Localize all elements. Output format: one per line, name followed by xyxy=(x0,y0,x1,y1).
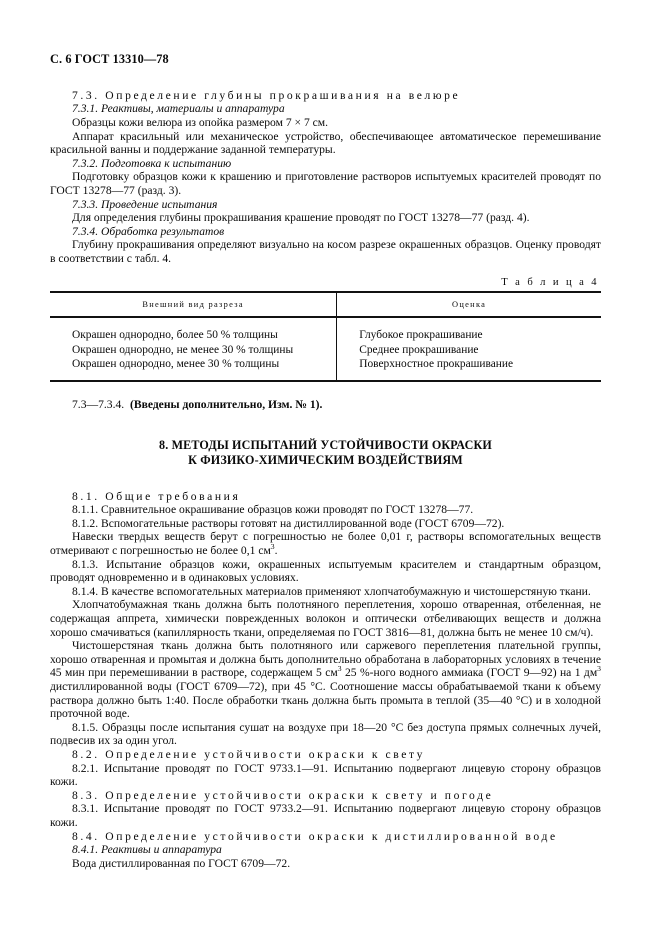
clause-7-3-3-heading xyxy=(50,198,601,212)
table-row xyxy=(50,317,601,381)
clause-8-3-heading-text: 8.3. Определение устойчивости окраски к свету и погоде xyxy=(72,788,494,802)
clause-7-3-1-heading-text: 7.3.1. Реактивы, материалы и аппаратура xyxy=(72,102,285,116)
superscript-cubic-dm-wool: 3 xyxy=(597,664,601,674)
table-4-appearance-1: Окрашен однородно, более 50 % толщины xyxy=(72,329,278,342)
clause-8-4-1-heading-text: 8.4.1. Реактивы и аппаратура xyxy=(72,843,222,857)
paragraph-8-4-1: Вода дистиллированная по ГОСТ 6709—72. xyxy=(72,856,291,870)
table-4-header-rating: Оценка xyxy=(337,292,601,317)
clause-8-3-heading xyxy=(50,789,601,803)
table-4-appearance-3: Окрашен однородно, менее 30 % толщины xyxy=(72,357,280,370)
clause-7-3-1-heading xyxy=(50,102,601,116)
clause-8-4-1-heading xyxy=(50,843,601,857)
section-8-title-line-1: 8. МЕТОДЫ ИСПЫТАНИЙ УСТОЙЧИВОСТИ ОКРАСКИ xyxy=(159,437,492,452)
table-4-header-appearance: Внешний вид разреза xyxy=(50,292,337,317)
paragraph-wool-part-2: 25 %-ного водного аммиака (ГОСТ 9—92) на 1 дм xyxy=(341,666,598,680)
table-header-row xyxy=(50,292,601,317)
table-4-body xyxy=(50,317,601,381)
clause-8-1-heading-text: 8.1. Общие требования xyxy=(72,489,241,503)
paragraph-8-1-3: 8.1.3. Испытание образцов кожи, окрашенных испытуемым красителем и стандартным образцом, проводят одновременно и в одинаковых условиях. xyxy=(50,557,601,585)
paragraph-7-3-1-a: Образцы кожи велюра из опойка размером 7 × 7 см. xyxy=(72,115,329,129)
table-4-head xyxy=(50,292,601,317)
table-4-rating-1: Глубокое прокрашивание xyxy=(359,329,483,342)
clause-8-4-heading-text: 8.4. Определение устойчивости окраски к дистиллированной воде xyxy=(72,829,558,843)
paragraph-8-1-2-b-pre: Навески твердых веществ берут с погрешностью не более 0,01 г, растворы вспомогательных веществ отмеривают с погрешностью не более 0,1 см xyxy=(50,530,601,558)
clause-8-2-heading-text: 8.2. Определение устойчивости окраски к свету xyxy=(72,747,425,761)
paragraph-8-3-1: 8.3.1. Испытание проводят по ГОСТ 9733.2—91. Испытанию подвергают лицевую сторону образцов кожи. xyxy=(50,802,601,829)
paragraph-8-1-2-b-post: . xyxy=(274,544,278,558)
amendment-note xyxy=(50,398,601,412)
table-4-appearance-2: Окрашен однородно, не менее 30 % толщины xyxy=(72,343,294,356)
superscript-cubic-cm: 3 xyxy=(270,542,275,552)
table-4-cell-rating xyxy=(337,317,601,381)
clause-7-3-2-heading-text: 7.3.2. Подготовка к испытанию xyxy=(72,156,232,170)
clause-8-2-heading xyxy=(50,748,601,762)
table-4-cell-appearance xyxy=(50,317,337,381)
clause-7-3-3-heading-text: 7.3.3. Проведение испытания xyxy=(72,197,218,211)
paragraph-wool-part-1: Чистошерстяная ткань должна быть полотняного или саржевого переплетения плательной группы, хорошо отваренная и промытая и должна быть дополнительно обработана в лабораторных условиях в течение 45 мин при перемешивании в растворе, содержащем 5 см xyxy=(50,639,601,680)
paragraph-8-1-5: 8.1.5. Образцы после испытания сушат на воздухе при 18—20 °С без доступа прямых солнечных лучей, подвесив их за один угол. xyxy=(50,720,601,748)
superscript-cubic-cm-wool: 3 xyxy=(337,664,342,674)
section-8-title-line-2: К ФИЗИКО-ХИМИЧЕСКИМ ВОЗДЕЙСТВИЯМ xyxy=(188,452,463,467)
paragraph-8-1-4: 8.1.4. В качестве вспомогательных материалов применяют хлопчатобумажную и чистошерстяную ткани. xyxy=(72,584,591,598)
paragraph-wool-fabric xyxy=(50,639,601,721)
page-content xyxy=(50,52,601,870)
table-4-rating-2: Среднее прокрашивание xyxy=(359,343,479,356)
paragraph-7-3-1-b: Аппарат красильный или механическое устройство, обеспечивающее автоматическое перемешивание красильной ванны и поддержание заданной температуры. xyxy=(50,129,601,157)
table-4-rating-3: Поверхностное прокрашивание xyxy=(359,357,514,370)
clause-7-3-4-heading-text: 7.3.4. Обработка результатов xyxy=(72,224,225,238)
paragraph-8-1-1: 8.1.1. Сравнительное окрашивание образцов кожи проводят по ГОСТ 13278—77. xyxy=(72,503,474,517)
paragraph-7-3-4: Глубину прокрашивания определяют визуально на косом разрезе окрашенных образцов. Оценку проводят в соответствии с табл. 4. xyxy=(50,238,601,265)
paragraph-8-1-2: 8.1.2. Вспомогательные растворы готовят на дистиллированной воде (ГОСТ 6709—72). xyxy=(72,516,505,530)
running-head: С. 6 ГОСТ 13310—78 xyxy=(50,52,169,66)
clause-8-1-heading xyxy=(50,490,601,504)
section-8-title xyxy=(50,438,601,468)
paragraph-7-3-3: Для определения глубины прокрашивания крашение проводят по ГОСТ 13278—77 (разд. 4). xyxy=(72,211,530,225)
table-4-caption: Т а б л и ц а 4 xyxy=(501,277,599,289)
paragraph-7-3-2: Подготовку образцов кожи к крашению и приготовление растворов испытуемых красителей проводят по ГОСТ 13278—77 (разд. 3). xyxy=(50,170,601,197)
amendment-note-text: (Введены дополнительно, Изм. № 1). xyxy=(129,398,323,412)
amendment-note-range: 7.3—7.3.4. xyxy=(72,398,125,412)
clause-7-3-2-heading xyxy=(50,157,601,171)
table-4 xyxy=(50,291,601,382)
paragraph-8-1-2-b xyxy=(50,530,601,557)
clause-8-4-heading xyxy=(50,830,601,844)
clause-7-3-heading-text: 7.3. Определение глубины прокрашивания на велюре xyxy=(72,88,461,102)
paragraph-8-2-1: 8.2.1. Испытание проводят по ГОСТ 9733.1—91. Испытанию подвергают лицевую сторону образцов кожи. xyxy=(50,761,601,789)
paragraph-cotton-fabric: Хлопчатобумажная ткань должна быть полотняного переплетения, хорошо отваренная, отбеленная, не содержащая аппрета, химически поврежденных волокон и оптически отбеливающих веществ и должна хорошо смачиваться (капиллярность ткани, определяемая по ГОСТ 3816—81, должна быть не менее 10 см/ч). xyxy=(50,598,601,639)
clause-7-3-4-heading xyxy=(50,225,601,239)
paragraph-wool-part-3: дистиллированной воды (ГОСТ 6709—72), при 45 °С. Соотношение массы обрабатываемой ткани к объему раствора должно быть 1:40. После обработки ткань должна быть промыта в теплой (35—40 °С) и в холодной проточной воде. xyxy=(50,679,601,721)
clause-7-3-heading xyxy=(50,89,601,103)
